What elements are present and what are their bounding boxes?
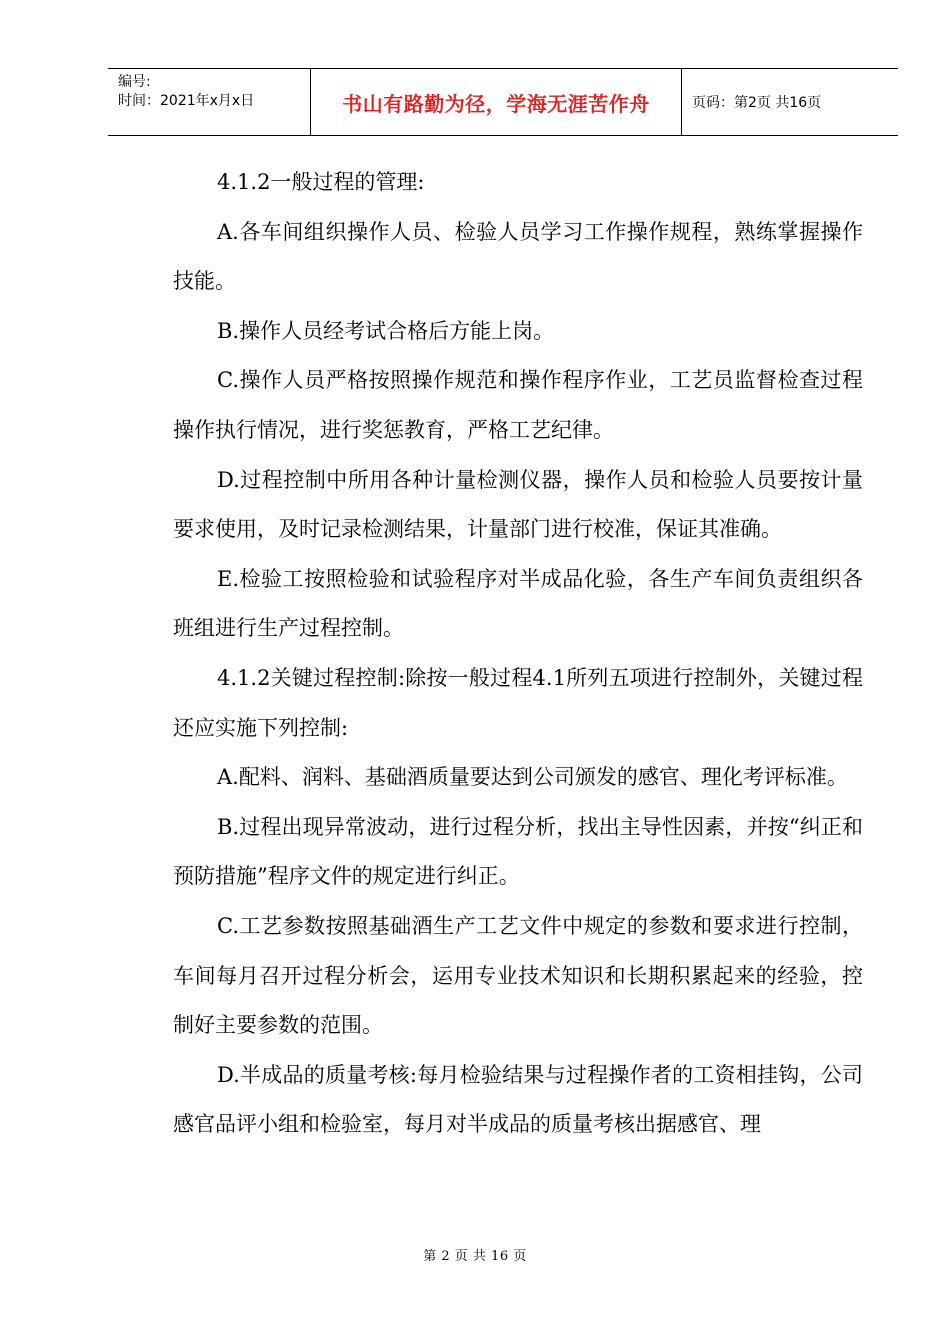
document-header: [108, 68, 898, 136]
paragraph-4-1-2-general: 4.1.2一般过程的管理:: [217, 170, 425, 194]
header-motto: 书山有路勤为径，学海无涯苦作舟: [310, 69, 682, 135]
paragraph-key-d: D.半成品的质量考核:每月检验结果与过程操作者的工资相挂钩，公司感官品评小组和检验室，每月对半成品的质量考核出据感官、理: [173, 1062, 863, 1137]
paragraph-4-1-2-key: 4.1.2关键过程控制:除按一般过程4.1所列五项进行控制外，关键过程还应实施下列控制:: [173, 665, 863, 740]
paragraph-key-a: A.配料、润料、基础酒质量要达到公司颁发的感官、理化考评标准。: [217, 765, 848, 790]
date-label: 时间：2021年x月x日: [118, 93, 255, 109]
serial-number-label: 编号:: [118, 74, 151, 90]
paragraph-key-b: B.过程出现异常波动，进行过程分析，找出主导性因素，并按“纠正和预防措施”程序文件的规定进行纠正。: [173, 814, 863, 889]
document-body: [173, 158, 863, 1150]
header-meta: [108, 69, 310, 135]
paragraph-general-a: A.各车间组织操作人员、检验人员学习工作操作规程，熟练掌握操作技能。: [173, 219, 863, 294]
paragraph-general-b: B.操作人员经考试合格后方能上岗。: [217, 318, 555, 343]
paragraph-general-d: D.过程控制中所用各种计量检测仪器，操作人员和检验人员要按计量要求使用，及时记录检测结果，计量部门进行校准，保证其准确。: [173, 467, 863, 542]
page-footer: 第 2 页 共 16 页: [423, 1249, 527, 1264]
header-page-info: 页码：第2页 共16页: [692, 95, 822, 111]
paragraph-key-c: C.工艺参数按照基础酒生产工艺文件中规定的参数和要求进行控制，车间每月召开过程分析会，运用专业技术知识和长期积累起来的经验，控制好主要参数的范围。: [173, 913, 863, 1038]
paragraph-general-e: E.检验工按照检验和试验程序对半成品化验，各生产车间负责组织各班组进行生产过程控制。: [173, 566, 863, 641]
paragraph-general-c: C.操作人员严格按照操作规范和操作程序作业，工艺员监督检查过程操作执行情况，进行奖惩教育，严格工艺纪律。: [173, 368, 863, 442]
